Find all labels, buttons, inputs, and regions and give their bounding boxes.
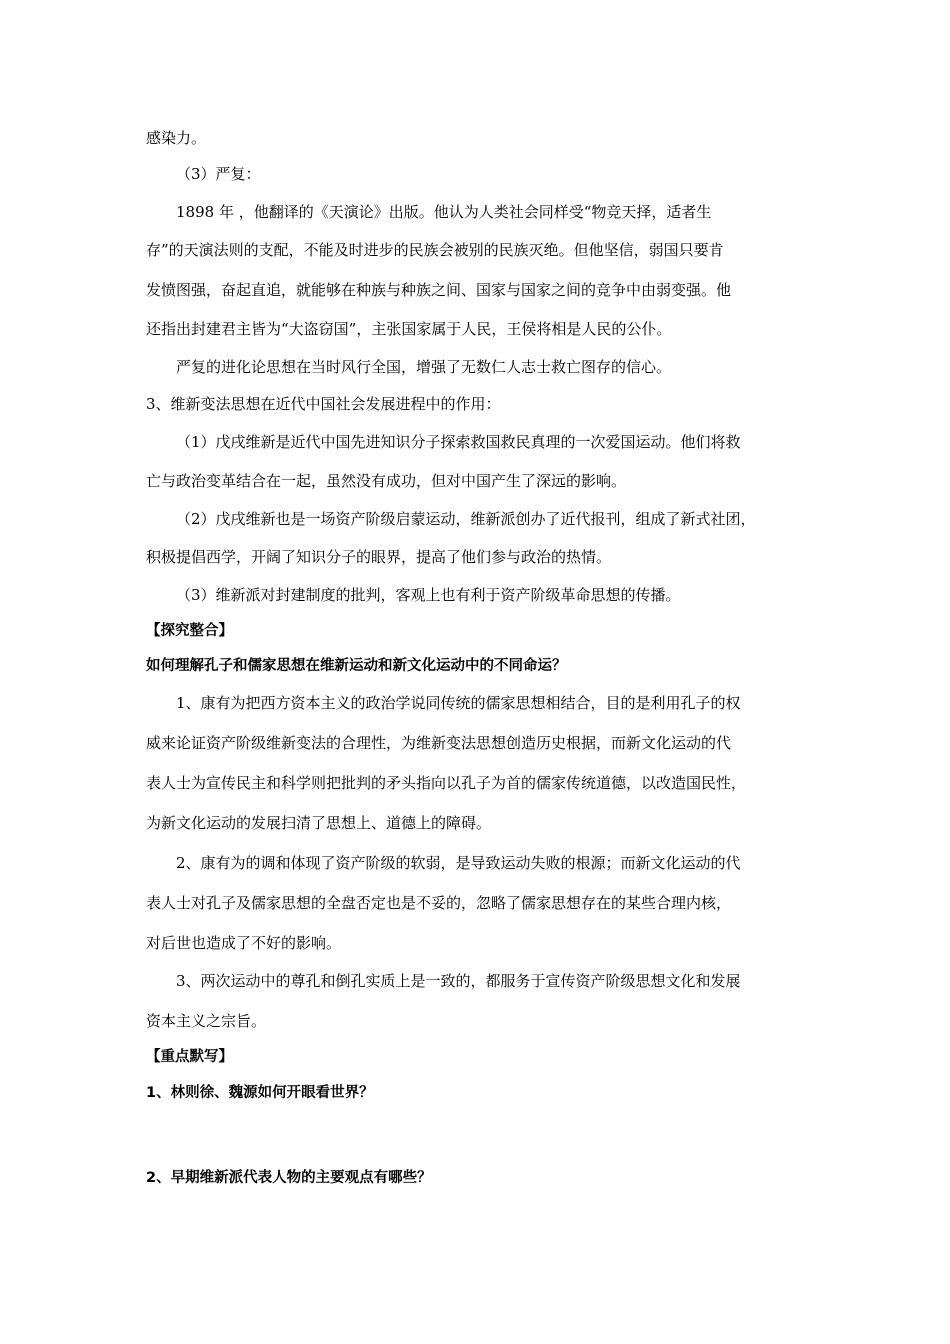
dictation-question-1: 1、林则徐、魏源如何开眼看世界？ (146, 1085, 374, 1101)
paragraph-line: 表人士为宣传民主和科学则把批判的矛头指向以孔子为首的儒家传统道德，以改造国民性， (146, 774, 747, 792)
paragraph-line: 3、两次运动中的尊孔和倒孔实质上是一致的，都服务于宣传资产阶级思想文化和发展 (176, 972, 741, 990)
question-heading: 如何理解孔子和儒家思想在维新运动和新文化运动中的不同命运？ (146, 658, 567, 674)
paragraph-line: 1、康有为把西方资本主义的政治学说同传统的儒家思想相结合，目的是利用孔子的权 (176, 694, 741, 712)
paragraph-line: （3）维新派对封建制度的批判，客观上也有利于资产阶级革命思想的传播。 (176, 586, 681, 604)
heading-explore-integrate: 【探究整合】 (146, 623, 233, 639)
paragraph-line: 2、康有为的调和体现了资产阶级的软弱，是导致运动失败的根源；而新文化运动的代 (176, 854, 741, 872)
paragraph-line: 亡与政治变革结合在一起，虽然没有成功，但对中国产生了深远的影响。 (146, 472, 627, 490)
dictation-question-2: 2、早期维新派代表人物的主要观点有哪些？ (146, 1170, 432, 1186)
paragraph-line: 发愤图强，奋起直追，就能够在种族与种族之间、国家与国家之间的竞争中由弱变强。他 (146, 281, 732, 299)
paragraph-line: （1）戊戌维新是近代中国先进知识分子探索救国救民真理的一次爱国运动。他们将救 (176, 433, 741, 451)
paragraph-line: 严复的进化论思想在当时风行全国，增强了无数仁人志士救亡图存的信心。 (176, 358, 672, 376)
paragraph-line: 1898 年 ，他翻译的《天演论》出版。他认为人类社会同样受“物竞天择，适者生 (176, 203, 712, 221)
paragraph-line: 还指出封建君主皆为“大盗窃国”，主张国家属于人民，王侯将相是人民的公仆。 (146, 320, 672, 338)
paragraph-line: 为新文化运动的发展扫清了思想上、道德上的障碍。 (146, 814, 492, 832)
paragraph-line: 表人士对孔子及儒家思想的全盘否定也是不妥的，忽略了儒家思想存在的某些合理内核， (146, 894, 732, 912)
section-heading-yan-fu: （3）严复： (176, 165, 261, 183)
paragraph-line: 存”的天演法则的支配，不能及时进步的民族会被别的民族灭绝。但他坚信，弱国只要肯 (146, 241, 724, 259)
paragraph-line: 资本主义之宗旨。 (146, 1012, 267, 1030)
section-heading-reform-role: 3、维新变法思想在近代中国社会发展进程中的作用： (146, 395, 501, 413)
paragraph-line: 积极提倡西学，开阔了知识分子的眼界，提高了他们参与政治的热情。 (146, 548, 612, 566)
paragraph-line: 威来论证资产阶级维新变法的合理性，为维新变法思想创造历史根据，而新文化运动的代 (146, 734, 732, 752)
heading-key-dictation: 【重点默写】 (146, 1049, 233, 1065)
paragraph-line: （2）戊戌维新也是一场资产阶级启蒙运动，维新派创办了近代报刊，组成了新式社团， (176, 510, 756, 528)
paragraph-line: 感染力。 (146, 129, 207, 147)
paragraph-line: 对后世也造成了不好的影响。 (146, 934, 342, 952)
